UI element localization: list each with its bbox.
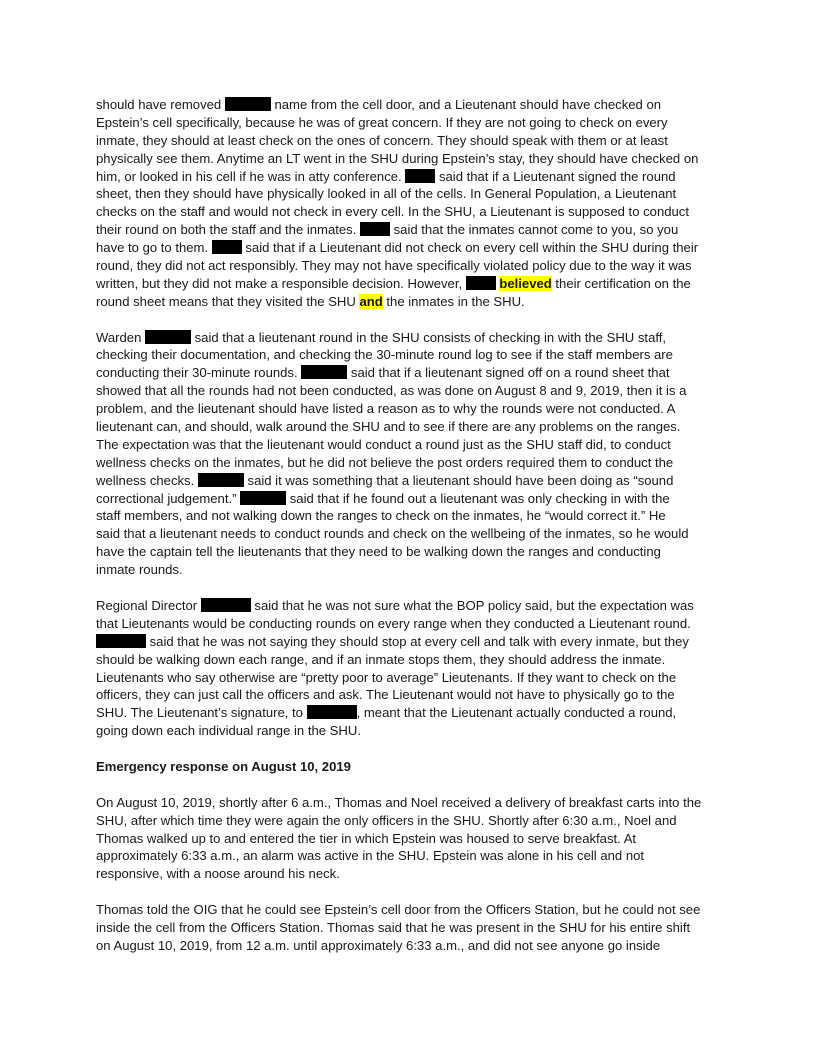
text-run: written, but they did not make a responsible decision. However, [96,275,466,291]
text-line [96,436,724,454]
paragraph [96,794,724,883]
text-run: correctional judgement.” [96,490,241,506]
text-line [96,168,724,186]
text-run: name from the cell door, and a Lieutenant should have checked on [270,97,662,112]
text-run: said that if a Lieutenant signed the round [435,168,676,184]
text-run: have the captain tell the lieutenants that they need to be walking down the ranges and conducting [96,544,661,560]
text-run: said that the inmates cannot come to you, so you [390,222,679,238]
text-run: problem, and the lieutenant should have listed a reason as to why the rounds were not conducted. A [96,401,676,417]
text-line [96,633,724,651]
highlighted-word: and [359,293,383,309]
text-line [96,830,724,848]
text-run: said that he was not saying they should stop at every cell and talk with every inmate, but they [146,633,689,649]
text-line [96,669,724,687]
text-run: round, they did not act responsibly. They may not have specifically violated policy due to the way it was [96,258,692,274]
text-line [96,239,724,257]
text-line [96,275,724,293]
text-run: him, or looked in his cell if he was in atty conference. [96,168,406,184]
text-run: inside the cell from the Officers Station. Thomas said that he was present in the SHU for his entire shift [96,919,691,935]
section-heading: Emergency response on August 10, 2019 [96,758,351,774]
text-line [96,150,724,168]
text-run: Lieutenants who say otherwise are “pretty poor to average” Lieutenants. If they want to check on the [96,669,677,685]
text-line [96,329,724,347]
text-line [96,114,724,132]
redaction-box [240,491,286,505]
text-line [96,293,724,311]
text-run: Regional Director [96,597,201,613]
text-run: inmate, they should at least check on the ones of concern. They should speak with them or at least [96,132,668,148]
redaction-box [360,222,390,236]
text-run: said that if a lieutenant signed off on a round sheet that [347,365,670,381]
text-run: wellness checks. [96,472,198,488]
redaction-box [405,169,435,183]
document-page [96,96,724,973]
text-line [96,722,724,740]
text-run: said that he was not sure what the BOP policy said, but the expectation was [250,597,694,613]
paragraph [96,329,724,579]
text-line [96,507,724,525]
text-run: round sheet means that they visited the SHU [96,293,360,309]
redaction-box [96,634,146,648]
text-run: wellness checks on the inmates, but he did not believe the post orders required them to conduct the [96,454,674,470]
text-run: said that if he found out a lieutenant was only checking in with the [286,490,670,506]
text-line [96,525,724,543]
text-run: On August 10, 2019, shortly after 6 a.m., Thomas and Noel received a delivery of breakfast carts into the [96,794,702,810]
highlighted-word: believed [499,275,552,291]
text-line [96,132,724,150]
text-run: physically see them. Anytime an LT went in the SHU during Epstein’s stay, they should have checked on [96,150,699,166]
text-run: said it was something that a lieutenant should have been doing as “sound [243,472,674,488]
redaction-box [307,705,357,719]
text-line [96,847,724,865]
text-run: that Lieutenants would be conducting rounds on every range when they conducted a Lieutenant round. [96,615,691,631]
redaction-box [198,473,244,487]
text-run: have to go to them. [96,240,212,256]
text-line [96,454,724,472]
text-line [96,615,724,633]
text-run: inmate rounds. [96,562,183,578]
text-line [96,346,724,364]
text-line [96,400,724,418]
text-line [96,221,724,239]
text-line [96,919,724,937]
text-line [96,364,724,382]
text-line [96,812,724,830]
text-run: The expectation was that the lieutenant would conduct a round just as the SHU staff did, to conduct [96,436,671,452]
text-run: said that a lieutenant needs to conduct rounds and check on the wellbeing of the inmates, so he would [96,526,689,542]
text-run: Warden [96,329,145,345]
text-line [96,185,724,203]
paragraph [96,901,724,955]
text-run: going down each individual range in the SHU. [96,723,361,739]
text-run: staff members, and not walking down the ranges to check on the inmates, he “would correct it.” He [96,508,666,524]
text-run: the inmates in the SHU. [382,293,525,309]
text-run: on August 10, 2019, from 12 a.m. until approximately 6:33 a.m., and did not see anyone go inside [96,937,661,953]
text-run: Epstein’s cell specifically, because he was of great concern. If they are not going to check on every [96,114,668,130]
text-line [96,686,724,704]
text-line [96,257,724,275]
text-run: approximately 6:33 a.m., an alarm was active in the SHU. Epstein was alone in his cell and not [96,848,645,864]
redaction-box [201,598,251,612]
text-run: responsive, with a noose around his neck. [96,866,340,882]
text-run: checking their documentation, and checking the 30-minute round log to see if the staff members are [96,347,673,363]
text-run: said that if a Lieutenant did not check on every cell within the SHU during their [241,240,699,256]
redaction-box [212,240,242,254]
text-run: Thomas told the OIG that he could see Epstein’s cell door from the Officers Station, but he could not see [96,902,701,918]
text-line [96,96,724,114]
text-run: Thomas walked up to and entered the tier in which Epstein was housed to serve breakfast. At [96,830,637,846]
redaction-box [225,97,271,111]
text-line [96,597,724,615]
text-run: should have removed [96,97,225,112]
text-line [96,794,724,812]
redaction-box [301,365,347,379]
text-line [96,382,724,400]
text-line [96,543,724,561]
text-run: their round on both the staff and the inmates. [96,222,360,238]
redaction-box [145,330,191,344]
text-line [96,937,724,955]
text-line [96,901,724,919]
text-run: lieutenant can, and should, walk around the SHU and to see if there are any problems on the ranges. [96,419,681,435]
text-run: showed that all the rounds had not been conducted, as was done on August 8 and 9, 2019, then it is a [96,383,687,399]
redaction-box [466,276,496,290]
paragraph [96,597,724,740]
body-section-2 [96,794,724,955]
text-line [96,490,724,508]
text-line [96,418,724,436]
text-run: sheet, then they should have physically looked in all of the cells. In General Population, a Lieutenant [96,186,677,202]
text-run: officers, they can just call the officers and ask. The Lieutenant would not have to physically go to the [96,687,675,703]
text-run: SHU, after which time they were again the only officers in the SHU. Shortly after 6:30 a.m., Noel and [96,812,677,828]
paragraph [96,96,724,311]
text-run: SHU. The Lieutenant’s signature, to [96,705,307,721]
text-line [96,865,724,883]
text-run: should be walking down each range, and if an inmate stops them, they should address the inmate. [96,651,666,667]
body-section-1 [96,96,724,740]
text-line [96,704,724,722]
text-run: checks on the staff and would not check in every cell. In the SHU, a Lieutenant is supposed to conduct [96,204,689,220]
text-line [96,651,724,669]
text-line [96,203,724,221]
text-line [96,472,724,490]
text-run: conducting their 30-minute rounds. [96,365,302,381]
text-run: , meant that the Lieutenant actually conducted a round, [356,705,677,721]
text-line [96,561,724,579]
text-run: their certification on the [551,275,691,291]
text-run: said that a lieutenant round in the SHU consists of checking in with the SHU staff, [191,329,667,345]
